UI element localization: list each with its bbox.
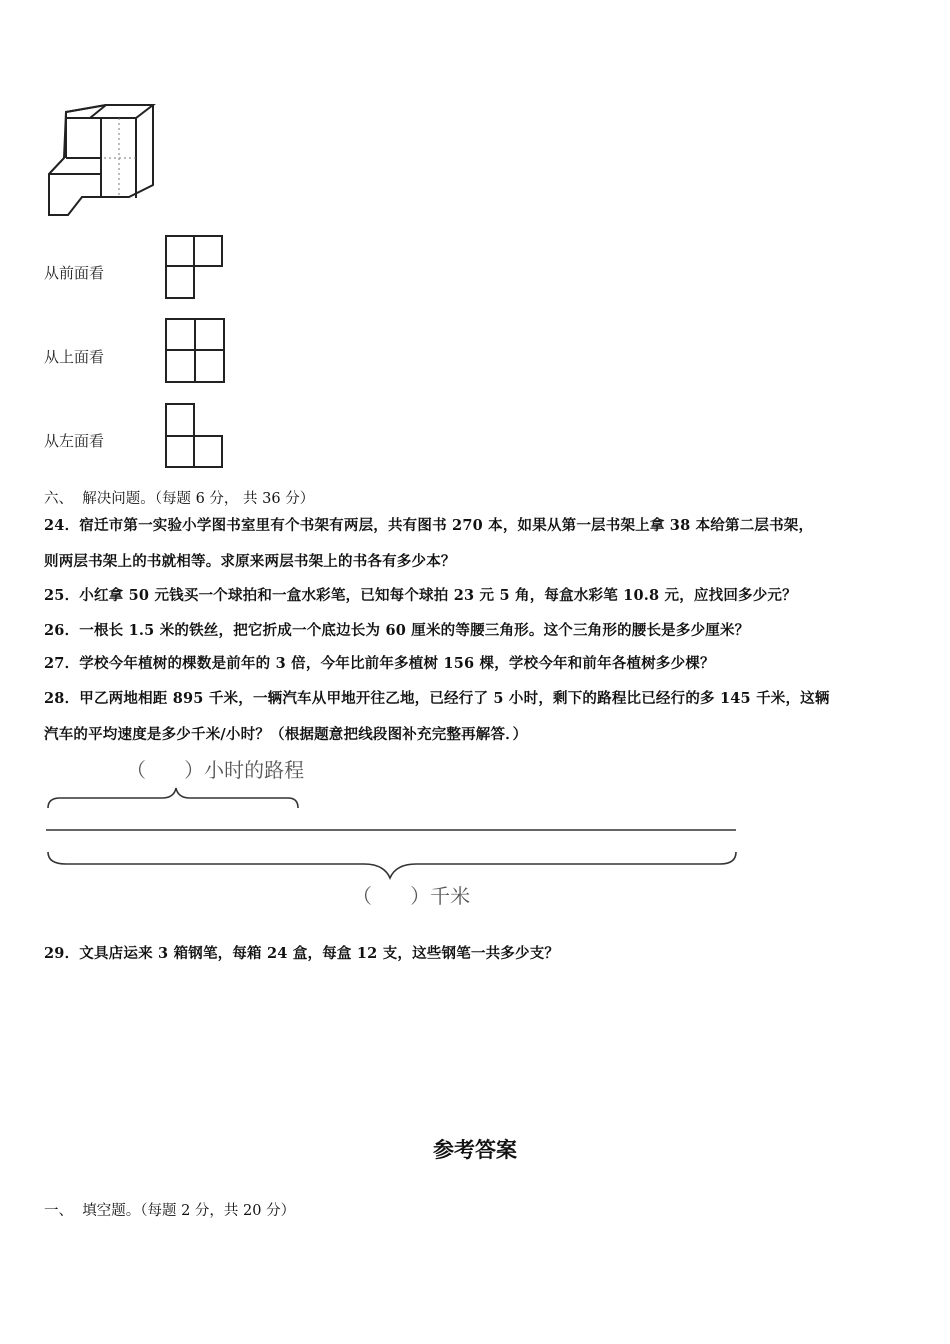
view-label-left: 从左面看	[44, 432, 105, 450]
bottom-brace	[48, 852, 736, 878]
cube-solid-figure	[44, 100, 160, 220]
question-28-line-1: 28．甲乙两地相距 895 千米，一辆汽车从甲地开往乙地，已经行了 5 小时，剩下的路程比已经行的多 145 千米，这辆	[44, 690, 830, 707]
section-6-heading: 六、 解决问题。（每题 6 分， 共 36 分）	[44, 491, 315, 507]
answer-key-title: 参考答案	[433, 1137, 517, 1162]
view-top	[164, 317, 228, 385]
question-28-line-2: 汽车的平均速度是多少千米/小时？（根据题意把线段图补充完整再解答．）	[44, 726, 528, 743]
top-brace	[48, 788, 298, 808]
diagram-top-label: （ ）小时的路程	[126, 758, 305, 782]
view-label-front: 从前面看	[44, 264, 105, 282]
question-24-line-1: 24．宿迁市第一实验小学图书室里有个书架有两层，共有图书 270 本，如果从第一层书架上拿 38 本给第二层书架，	[44, 517, 814, 534]
view-left	[164, 402, 226, 470]
question-27: 27．学校今年植树的棵数是前年的 3 倍，今年比前年多植树 156 棵，学校今年和前年各植树多少棵？	[44, 655, 715, 672]
question-25: 25．小红拿 50 元钱买一个球拍和一盒水彩笔，已知每个球拍 23 元 5 角，每盒水彩笔 10.8 元，应找回多少元？	[44, 587, 797, 604]
diagram-bottom-label: （ ）千米	[352, 884, 471, 908]
line-segment-diagram	[44, 784, 744, 884]
question-24-line-2: 则两层书架上的书就相等。求原来两层书架上的书各有多少本？	[44, 553, 456, 570]
view-label-top: 从上面看	[44, 348, 105, 366]
question-26: 26．一根长 1.5 米的铁丝，把它折成一个底边长为 60 厘米的等腰三角形。这个三角形的腰长是多少厘米？	[44, 622, 750, 639]
answer-section-1-heading: 一、 填空题。（每题 2 分，共 20 分）	[44, 1203, 296, 1219]
question-29: 29．文具店运来 3 箱钢笔，每箱 24 盒，每盒 12 支，这些钢笔一共多少支？	[44, 945, 560, 962]
view-front	[164, 234, 226, 300]
